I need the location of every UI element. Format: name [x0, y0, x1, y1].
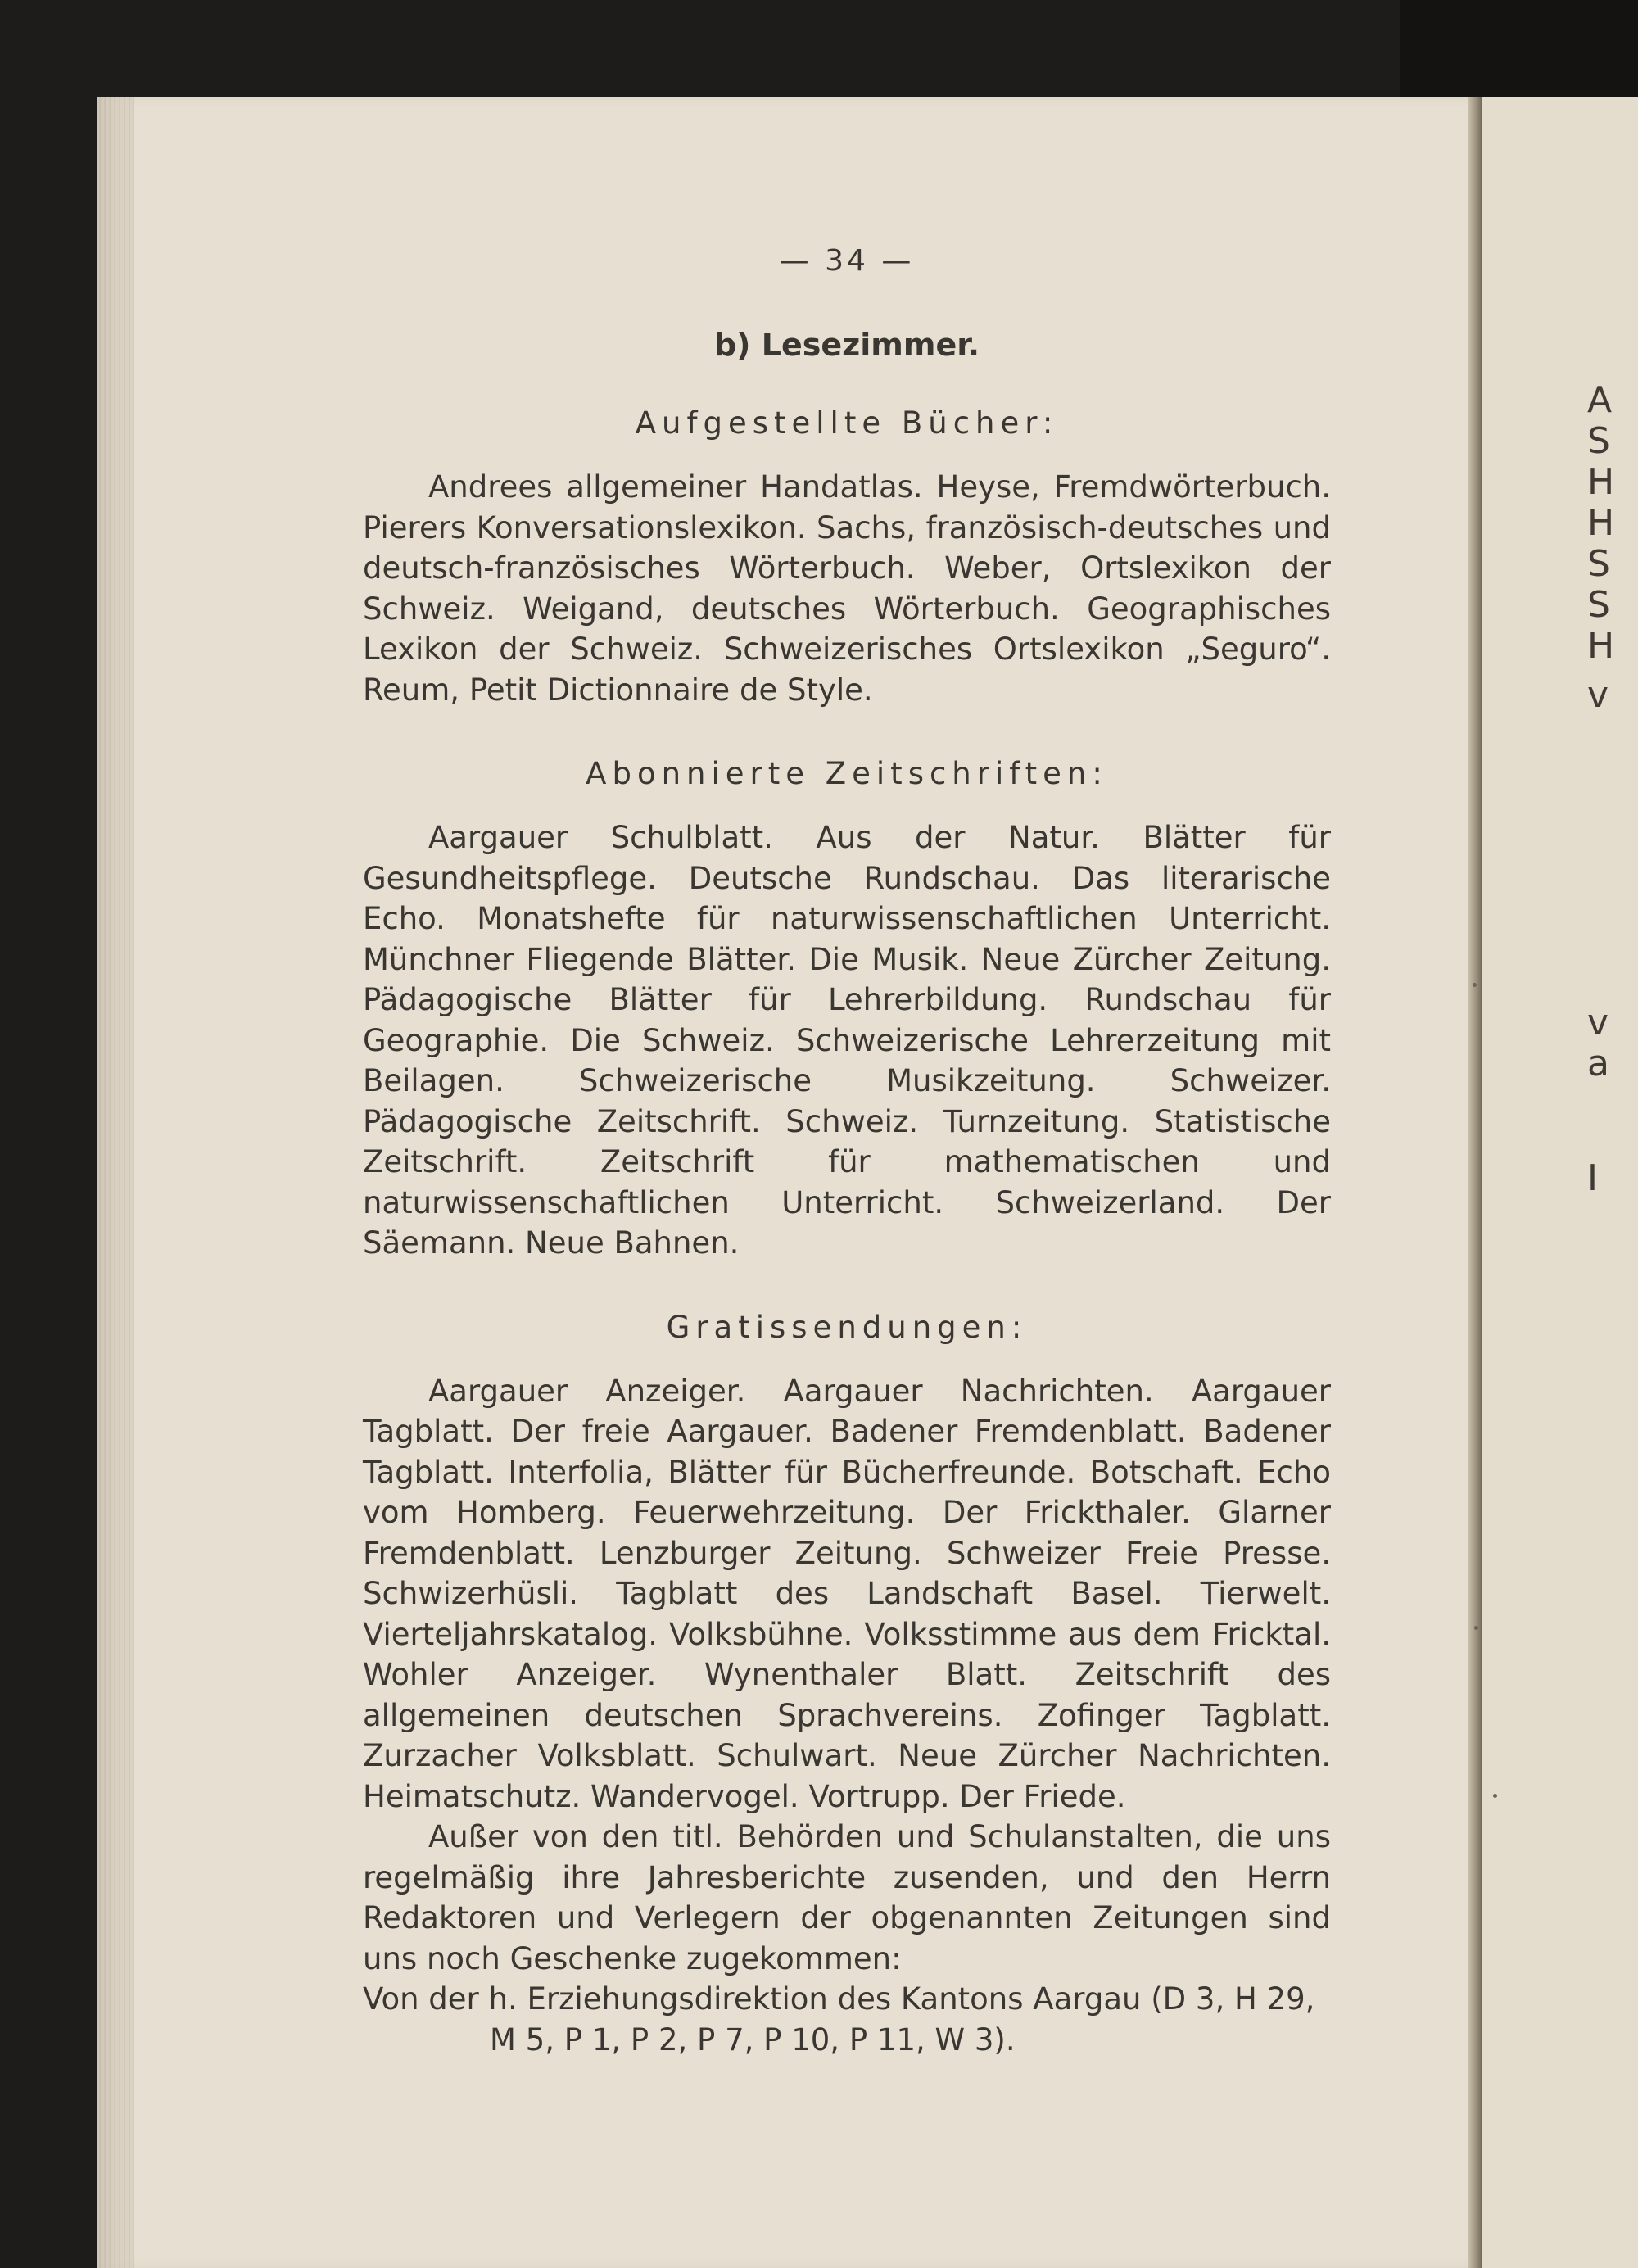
facing-page-letter: I — [1587, 1157, 1598, 1199]
page-edges — [97, 97, 134, 2268]
paragraph-books: Andrees allgemeiner Handatlas. Heyse, Fremdwörterbuch. Pierers Konversationslexikon. Sachs, französisch-deutsches und deutsch-französisches Wörterbuch. Weber, Ortslexikon der Schweiz. Weigand, deutsches Wörterbuch. Geographisches Lexikon der Schweiz. Schweizerisches Ortslexikon „Seguro“. Reum, Petit Dictionnaire de Style. — [363, 469, 1331, 708]
donation-line-continued: M 5, P 1, P 2, P 7, P 10, P 11, W 3). — [490, 2021, 1016, 2057]
facing-page-letter: S — [1587, 420, 1610, 462]
margin-mark — [1493, 1794, 1497, 1798]
margin-mark — [1473, 983, 1477, 987]
facing-page-letter: S — [1587, 543, 1610, 585]
subheading-free-deliveries: Gratissendungen: — [666, 1309, 1028, 1345]
facing-page-letter: v — [1587, 674, 1609, 716]
facing-page-letter: H — [1587, 461, 1615, 503]
page-content — [363, 244, 1331, 2060]
facing-page-letter: v — [1587, 1002, 1609, 1043]
facing-page-letter: A — [1587, 379, 1613, 421]
facing-page-letter: H — [1587, 502, 1615, 544]
book-gutter — [1468, 97, 1482, 2268]
paragraph-periodicals: Aargauer Schulblatt. Aus der Natur. Blätter für Gesundheitspflege. Deutsche Rundschau. Das literarische Echo. Monatshefte für naturwissenschaftlichen Unterricht. Münchner Fliegende Blätter. Die Musik. Neue Zürcher Zeitung. Pädagogische Blätter für Lehrerbildung. Rundschau für Geographie. Die Schweiz. Schweizerische Lehrerzeitung mit Beilagen. Schweizerische Musikzeitung. Schweizer. Pädagogische Zeitschrift. Schweiz. Turnzeitung. Statistische Zeitschrift. Zeitschrift für mathematischen und naturwissenschaftlichen Unterricht. Schweizerland. Der Säemann. Neue Bahnen. — [363, 820, 1331, 1261]
margin-mark — [1474, 1626, 1478, 1630]
paragraph-closing: Außer von den titl. Behörden und Schulanstalten, die uns regelmäßig ihre Jahresberichte zusenden, und den Herrn Redaktoren und Verlegern der obgenannten Zeitungen sind uns noch Geschenke zugekommen: — [363, 1819, 1331, 1976]
facing-page-letter: H — [1587, 625, 1615, 667]
paragraph-free-deliveries: Aargauer Anzeiger. Aargauer Nachrichten. Aargauer Tagblatt. Der freie Aargauer. Badener Fremdenblatt. Badener Tagblatt. Interfolia, Blätter für Bücherfreunde. Botschaft. Echo vom Homberg. Feuerwehrzeitung. Der Frickthaler. Glarner Fremdenblatt. Lenzburger Zeitung. Schweizer Freie Presse. Schwizerhüsli. Tagblatt des Landschaft Basel. Tierwelt. Vierteljahrskatalog. Volksbühne. Volksstimme aus dem Fricktal. Wohler Anzeiger. Wynenthaler Blatt. Zeitschrift des allgemeinen deutschen Sprachvereins. Zofinger Tagblatt. Zurzacher Volksblatt. Schulwart. Neue Zürcher Nachrichten. Heimatschutz. Wandervogel. Vortrupp. Der Friede. — [363, 1373, 1331, 1814]
facing-page-letter: S — [1587, 584, 1610, 626]
subheading-periodicals: Abonnierte Zeitschriften: — [586, 756, 1108, 791]
section-title: b) Lesezimmer. — [713, 327, 980, 363]
facing-page-letter: a — [1587, 1043, 1609, 1084]
donation-line: Von der h. Erziehungsdirektion des Kantons Aargau (D 3, H 29, — [363, 1981, 1315, 2017]
subheading-books: Aufgestellte Bücher: — [635, 405, 1059, 441]
facing-page-fragment — [1482, 97, 1638, 2268]
page-number: — 34 — — [779, 244, 915, 278]
